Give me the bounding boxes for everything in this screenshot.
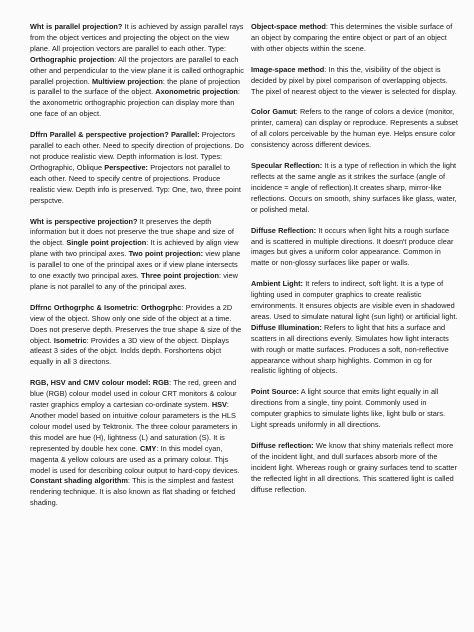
- body-text: It is a type of reflection in which the light reflects at the same angle as it strikes the surface (angle of incidence = angle of reflection).It creates sharp, mirror-like reflections. Occurs on smooth, shiny surfaces like glass, water, or polished metal.: [251, 161, 457, 214]
- term-label: Object-space method: [251, 22, 326, 31]
- paragraph-parallel-projection: [30, 22, 244, 120]
- term-label: Color Gamut: [251, 107, 296, 117]
- term-label: Dffrn Parallel & perspective projection? Parallel:: [30, 130, 200, 140]
- term-label: RGB, HSV and CMV colour model: RGB: [30, 378, 170, 388]
- body-text: It is achieved by assign parallel rays from the object vertices and projecting the object on the view plane. All projection vectors are parallel to each other. Type:: [30, 22, 244, 53]
- paragraph-object-space-method: [251, 22, 459, 55]
- term-label: Image-space method: [251, 64, 325, 74]
- body-text: : It is achieved by align view plane with two principal axes.: [30, 238, 239, 259]
- term-label: Diffuse reflection:: [251, 441, 314, 450]
- term-label: Diffuse Illumination:: [251, 322, 322, 332]
- term-label: Orthographic projection: [30, 54, 115, 64]
- body-text: : This determines the visible surface of an object by comparing the entire object or part of an object with other objects within the scene.: [251, 22, 453, 53]
- paragraph-parallel-vs-perspective: [30, 130, 244, 206]
- body-text: :: [136, 302, 141, 312]
- body-text: : The red, green and blue (RGB) colour model used in colour CRT monitors & colour raster graphics employ a cartesian co-ordinate system.: [30, 378, 237, 410]
- body-text: Refers to light that hits a surface and scatters in all directions evenly. Simulates how light interacts with rough or matte surfaces. Produces a soft, non-reflective appearance without sharp highlights. Common in cg for realistic lighting of objects.: [251, 322, 449, 376]
- term-label: Multiview projection: [92, 76, 163, 86]
- term-label: Orthogrphc: [140, 302, 182, 312]
- body-text: : Refers to the range of colors a device (monitor, printer, camera) can display or reproduce. Represents a subset of all colors perceivable by the human eye. Helps ensure color consistency across different devices.: [251, 107, 458, 150]
- body-text: : view plane is not parallel to any of the principal axes.: [30, 271, 238, 291]
- term-label: Single point projection: [66, 238, 147, 248]
- body-text: : In this the, visibility of the object is decided by pixel by pixel comparison of overlapping objects. The pixel of nearest object to the viewer is selected for display.: [251, 64, 457, 96]
- term-label: Two point projection:: [128, 249, 204, 259]
- paragraph-color-gamut: [251, 107, 459, 151]
- body-text: It preserves the depth information but it does not preserve the true shape and size of the object.: [30, 216, 234, 248]
- term-label: Wht is perspective projection?: [30, 216, 138, 226]
- term-label: Ambient Light:: [251, 279, 304, 289]
- paragraph-point-source: [251, 387, 459, 431]
- term-label: Dffrnc Orthogrphc & Isometric: [30, 302, 137, 312]
- left-column: [30, 22, 244, 519]
- body-text: view plane is parallel to one of the principal axes or if view plane intersects to one exactly two principal axes.: [30, 249, 241, 281]
- term-label: Wht is parallel projection?: [30, 22, 123, 31]
- body-text: Projectors not parallel to each other. Need to specify centre of projections. Produce realistic view. Depth info is preserved. Typ: One, two, three point perspctve.: [30, 162, 241, 205]
- paragraph-diffuse-reflection-2: [251, 441, 459, 496]
- term-label: Isometric: [53, 335, 87, 345]
- body-text: : All the projectors are parallel to each other and perpendicular to the view plane it is called orthographic parallel projection.: [30, 54, 244, 86]
- paragraph-ambient-light: [251, 279, 459, 377]
- body-text: : Provides a 3D view of the object. Displays atleast 3 sides of the objct. Inclds depth. Forshortens objct equally in all 3 directons.: [30, 335, 229, 367]
- body-text: We know that shiny materials reflect more of the incident light, and dull surfaces absorb more of the incident light. Whereas rough or grainy surfaces tend to scatter the reflected light in all directions. This scattered light is called diffuse reflection.: [251, 441, 457, 494]
- body-text: : the plane of projection is parallel to the surface of the object.: [30, 76, 240, 97]
- term-label: CMY: [140, 443, 157, 453]
- paragraph-perspective-projection: [30, 217, 244, 293]
- body-text: : This is the simplest and fastest rendering technique. It is also known as flat shading or fetched shading.: [30, 476, 236, 508]
- body-text: : Another model based on intuitive colour parameters is the HLS colour model used by Tektronix. The three colour parameters in this model are hue (H), lightness (L) and saturation (S). It is represented by double hex cone.: [30, 400, 238, 453]
- body-text: : the axonometric orthographic projection can display more than one face of an object.: [30, 87, 240, 119]
- term-label: Three point projection: [141, 271, 219, 281]
- paragraph-colour-models: [30, 378, 244, 509]
- term-label: Perspective:: [104, 162, 148, 172]
- body-text: It occurs when light hits a rough surface and is scattered in multiple directions. It doesn't produce clear images but gives a uniform color appearance. Common in matte or non-glossy surfaces like paper or walls.: [251, 225, 454, 268]
- term-label: Specular Reflection:: [251, 161, 323, 171]
- term-label: Point Source:: [251, 387, 299, 397]
- term-label: Axonometric projection: [155, 87, 238, 97]
- paragraph-orthographic-vs-isometric: [30, 303, 244, 368]
- body-text: : Provides a 2D view of the object. Show only one side of the object at a time. Does not preserve depth. Preserves the true shape & size of the object.: [30, 302, 242, 345]
- body-text: It refers to indirect, soft light. It is a type of lighting used in computer graphics to create realistic environments. It ensures objects are visible even in shadowed areas. Used to simulate natural light (sun light) or artificial light.: [251, 279, 458, 321]
- right-column: [251, 22, 459, 506]
- body-text: Projectors parallel to each other. Need to specify direction of projections. Do not produce realistic view. Depth information is lost. Types: Orthographic, Oblique: [30, 130, 244, 172]
- paragraph-diffuse-reflection: [251, 226, 459, 270]
- term-label: Diffuse Reflection:: [251, 225, 317, 235]
- body-text: : In this model cyan, magenta & yellow colours are used as a primary colour. Thjs model is used for describing colour output to hard-copy devices.: [30, 443, 240, 475]
- body-text: A light source that emits light equally in all directions from a single, tiny point. Commonly used in computer graphics to simulate lights like, light bulb or stars. Light spreads uniformly in all directions.: [251, 387, 446, 430]
- term-label: HSV: [211, 400, 227, 410]
- paragraph-image-space-method: [251, 65, 459, 98]
- paragraph-specular-reflection: [251, 161, 459, 216]
- term-label: Constant shading algorithm: [30, 476, 128, 486]
